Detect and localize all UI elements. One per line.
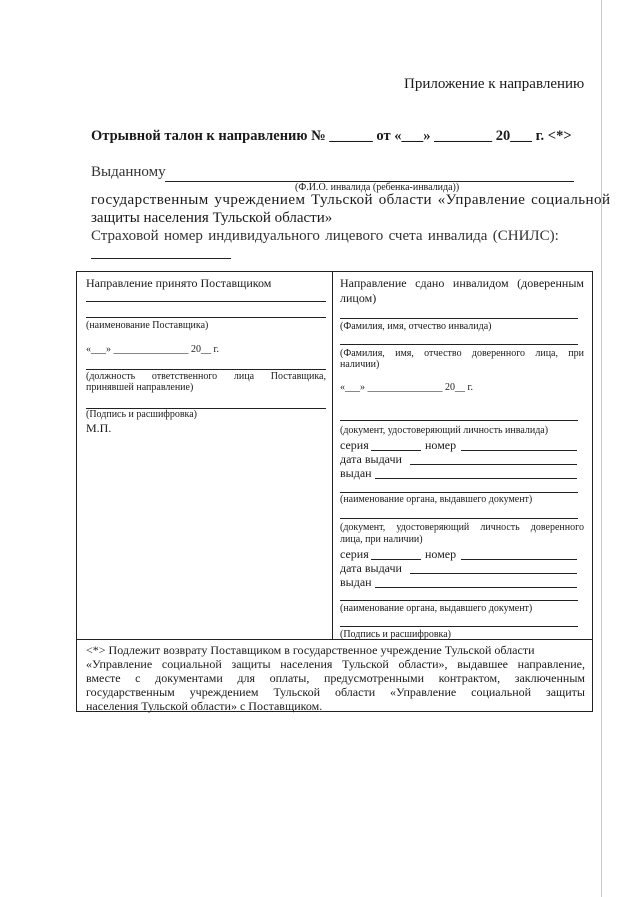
doc1-issued-by-label: выдан [340, 466, 372, 480]
supplier-caption: (наименование Поставщика) [86, 320, 209, 331]
doc1-issue-date-label: дата выдачи [340, 452, 402, 466]
doc2-issue-date-label: дата выдачи [340, 561, 402, 575]
right-signature-caption: (Подпись и расшифровка) [340, 629, 452, 640]
doc2-issue-date-field[interactable] [410, 561, 577, 574]
accept-date-field[interactable]: «___» _______________ 20__ г. [86, 344, 219, 355]
position-caption: (должность ответственного лица Поставщика, [86, 371, 326, 382]
footnote-divider [77, 639, 592, 640]
footnote-line-5: населения Тульской области» с Поставщиком. [86, 699, 323, 713]
supplier-name-field-2[interactable] [86, 303, 326, 318]
doc2-series-field[interactable] [371, 547, 421, 560]
position-caption-2: принявшей направление) [86, 382, 194, 393]
doc1-series-field[interactable] [371, 438, 421, 451]
doc1-issue-date-field[interactable] [410, 452, 577, 465]
issued-label: Выданному [91, 164, 166, 180]
right-heading-2: лицом) [340, 291, 377, 305]
doc2-issued-by-label: выдан [340, 575, 372, 589]
disabled-name-caption: (Фамилия, имя, отчество инвалида) [340, 321, 492, 332]
doc2-series-label: серия [340, 547, 369, 561]
snils-label: Страховой номер индивидуального лицевого счета инвалида (СНИЛС): [91, 228, 559, 244]
left-heading: Направление принято Поставщиком [86, 276, 272, 290]
doc1-authority-caption: (наименование органа, выдавшего документ) [340, 494, 533, 505]
snils-field[interactable] [91, 244, 231, 259]
fio-caption: (Ф.И.О. инвалида (ребенка-инвалида)) [295, 182, 460, 193]
proxy-name-caption-2: наличии) [340, 359, 380, 370]
doc1-number-field[interactable] [461, 438, 577, 451]
footnote-line-1: <*> Подлежит возврату Поставщиком в государственное учреждение Тульской области [86, 643, 535, 657]
handover-date-field[interactable]: «___» _______________ 20__ г. [340, 382, 473, 393]
disabled-name-field[interactable] [340, 304, 578, 319]
footnote-line-4: государственным учреждением Тульской области «Управление социальной защиты [86, 685, 585, 699]
stamp-label: М.П. [86, 421, 112, 435]
doc2-issued-by-field[interactable] [375, 575, 577, 588]
doc2-authority-caption: (наименование органа, выдавшего документ) [340, 603, 533, 614]
footnote-line-2: «Управление социальной защиты населения Тульской области», выдавшее направление, [86, 657, 585, 671]
doc2-authority-field[interactable] [340, 588, 578, 601]
doc1-authority-field[interactable] [340, 478, 578, 493]
doc2-caption-2: лица, при наличии) [340, 534, 423, 545]
fio-field[interactable] [165, 165, 574, 182]
supplier-name-field[interactable] [86, 287, 326, 302]
doc2-number-field[interactable] [461, 547, 577, 560]
proxy-name-caption: (Фамилия, имя, отчество доверенного лица, при [340, 348, 584, 359]
proxy-name-field[interactable] [340, 332, 578, 345]
doc1-caption: (документ, удостоверяющий личность инвалида) [340, 425, 549, 436]
page-edge [601, 0, 602, 897]
right-heading: Направление сдано инвалидом (доверенным [340, 276, 584, 290]
issuer-line-1: государственным учреждением Тульской области «Управление социальной [91, 192, 611, 208]
doc2-caption: (документ, удостоверяющий личность доверенного [340, 522, 584, 533]
footnote-line-3: вместе с документами для оплаты, предусмотренными контрактом, заключенным [86, 671, 585, 685]
coupon-table [76, 271, 593, 712]
responsible-person-field[interactable] [86, 355, 326, 370]
doc2-number-label: номер [425, 547, 457, 561]
doc1-number-label: номер [425, 438, 457, 452]
annex-label: Приложение к направлению [404, 76, 585, 92]
right-signature-field[interactable] [340, 614, 578, 627]
issuer-line-2: защиты населения Тульской области» [91, 210, 333, 226]
left-signature-field[interactable] [86, 394, 326, 409]
doc2-field[interactable] [340, 506, 578, 519]
doc1-field[interactable] [340, 406, 578, 421]
column-divider [332, 272, 333, 639]
coupon-title: Отрывной талон к направлению № ______ от «___» ________ 20___ г. <*> [91, 128, 572, 144]
left-signature-caption: (Подпись и расшифровка) [86, 409, 198, 420]
doc1-series-label: серия [340, 438, 369, 452]
